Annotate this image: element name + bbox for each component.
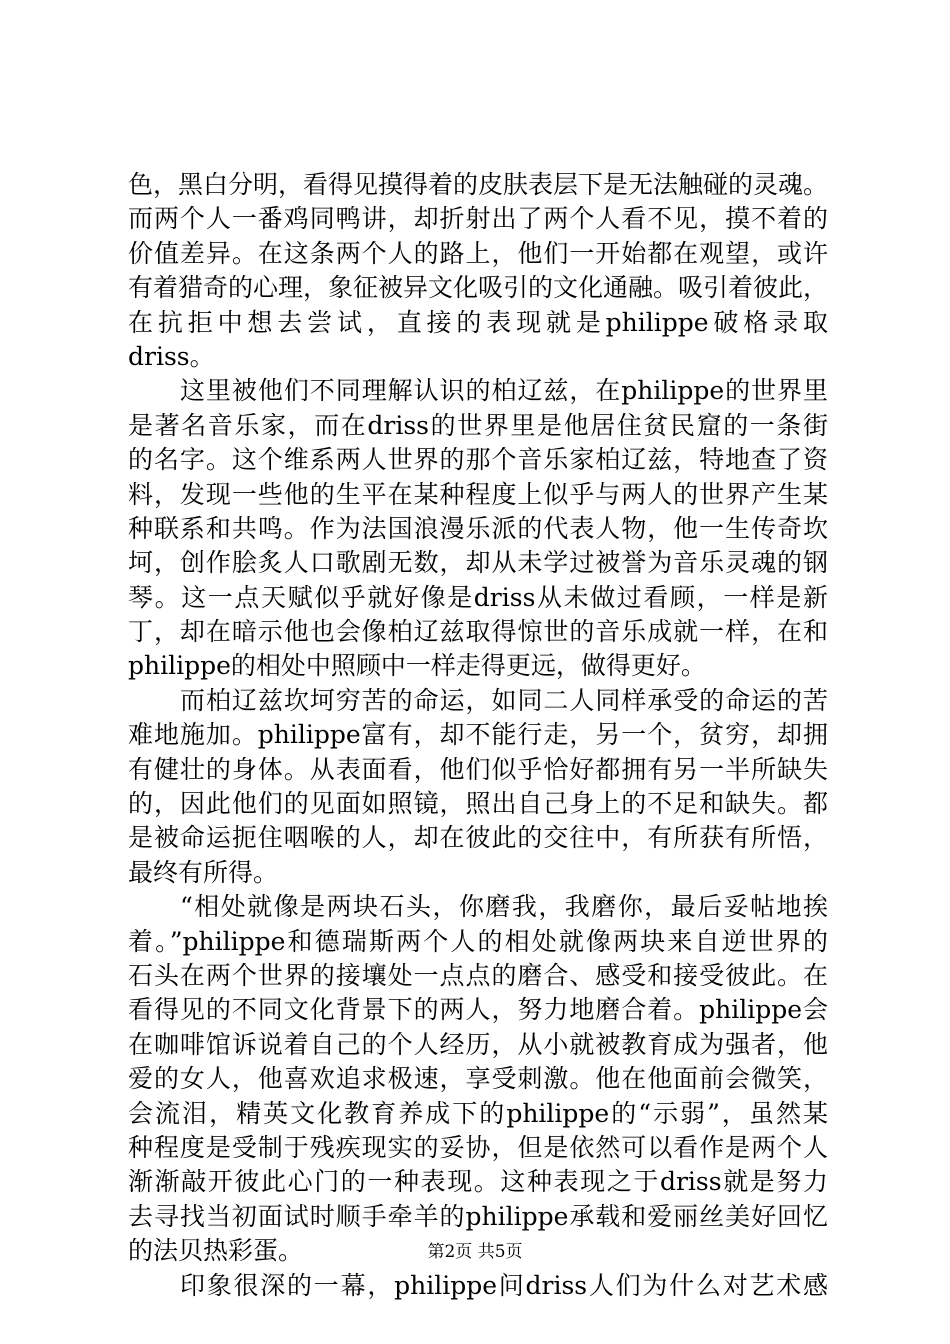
text-line: 看得见的不同文化背景下的两人，努力地磨合着。philippe会: [128, 995, 828, 1025]
text-line: 在咖啡馆诉说着自己的个人经历，从小就被教育成为强者，他: [128, 1029, 828, 1059]
page-number-label: 第2页 共5页: [427, 1242, 523, 1262]
text-line: 是著名音乐家，而在driss的世界里是他居住贫民窟的一条街: [128, 410, 828, 440]
text-line: 在抗拒中想去尝试，直接的表现就是philippe破格录取: [128, 307, 828, 337]
text-line: 着。”philippe和德瑞斯两个人的相处就像两块来自逆世界的: [128, 926, 828, 956]
text-line: philippe的相处中照顾中一样走得更远，做得更好。: [128, 651, 706, 681]
text-line: 石头在两个世界的接壤处一点点的磨合、感受和接受彼此。在: [128, 960, 828, 990]
text-line: 去寻找当初面试时顺手牵羊的philippe承载和爱丽丝美好回忆: [128, 1201, 828, 1231]
text-line: 印象很深的一幕，philippe问driss人们为什么对艺术感: [180, 1270, 828, 1300]
text-line: “相处就像是两块石头，你磨我，我磨你，最后妥帖地挨: [180, 892, 828, 922]
text-line: 有健壮的身体。从表面看，他们似乎恰好都拥有另一半所缺失: [128, 754, 828, 784]
text-line: 价值差异。在这条两个人的路上，他们一开始都在观望，或许: [128, 238, 828, 268]
text-line: 琴。这一点天赋似乎就好像是driss从未做过看顾，一样是新: [128, 582, 828, 612]
text-line: 坷，创作脍炙人口歌剧无数，却从未学过被誉为音乐灵魂的钢: [128, 548, 828, 578]
paragraph: [128, 890, 828, 1268]
page-footer: [0, 1240, 950, 1264]
document-body: [128, 168, 828, 1303]
paragraph: [128, 684, 828, 890]
text-line: 难地施加。philippe富有，却不能行走，另一个，贫穷，却拥: [128, 720, 828, 750]
text-line: 的名字。这个维系两人世界的那个音乐家柏辽兹，特地查了资: [128, 445, 828, 475]
text-line: 这里被他们不同理解认识的柏辽兹，在philippe的世界里: [180, 376, 828, 406]
text-line: 会流泪，精英文化教育养成下的philippe的“示弱”，虽然某: [128, 1098, 828, 1128]
text-line: 料，发现一些他的生平在某种程度上似乎与两人的世界产生某: [128, 479, 828, 509]
text-line: 而柏辽兹坎坷穷苦的命运，如同二人同样承受的命运的苦: [180, 685, 828, 715]
text-line: 色，黑白分明，看得见摸得着的皮肤表层下是无法触碰的灵魂。: [128, 170, 828, 199]
text-line: 种程度是受制于残疾现实的妥协，但是依然可以看作是两个人: [128, 1132, 828, 1162]
paragraph: [128, 1269, 828, 1303]
paragraph: [128, 374, 828, 684]
paragraph: [128, 168, 828, 374]
text-line: 的，因此他们的见面如照镜，照出自己身上的不足和缺失。都: [128, 789, 828, 819]
text-line: driss。: [128, 341, 215, 371]
text-line: 是被命运扼住咽喉的人，却在彼此的交往中，有所获有所悟，: [128, 823, 828, 853]
text-line: 爱的女人，他喜欢追求极速，享受刺激。他在他面前会微笑，: [128, 1064, 828, 1094]
text-line: 渐渐敲开彼此心门的一种表现。这种表现之于driss就是努力: [128, 1167, 828, 1197]
text-line: 的法贝热彩蛋。: [128, 1236, 304, 1266]
text-line: 有着猎奇的心理，象征被异文化吸引的文化通融。吸引着彼此，: [128, 273, 828, 303]
text-line: 丁，却在暗示他也会像柏辽兹取得惊世的音乐成就一样，在和: [128, 617, 828, 647]
text-line: 种联系和共鸣。作为法国浪漫乐派的代表人物，他一生传奇坎: [128, 513, 828, 543]
text-line: 最终有所得。: [128, 857, 279, 887]
text-line: 而两个人一番鸡同鸭讲，却折射出了两个人看不见，摸不着的: [128, 204, 828, 234]
